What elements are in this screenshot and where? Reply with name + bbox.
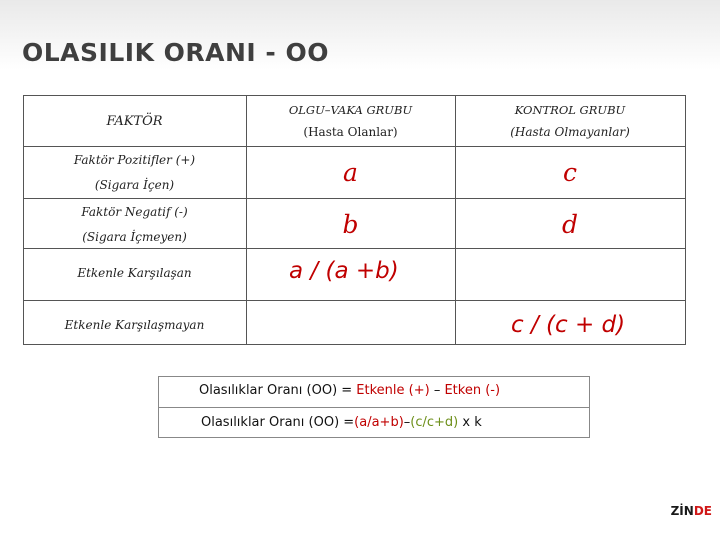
header-control-group-sub: (Hasta Olmayanlar) bbox=[510, 125, 630, 139]
formula-line-2 bbox=[201, 415, 482, 430]
unexposed-odds-value: c / (c + d) bbox=[507, 312, 629, 338]
formula-1-prefix: Olasılıklar Oranı (OO) = bbox=[199, 383, 357, 398]
formula-2-exposed: (a/a+b) bbox=[354, 415, 404, 430]
odds-ratio-table bbox=[23, 95, 686, 345]
row-label-positive: Faktör Pozitifler (+) bbox=[73, 153, 196, 167]
brand-part-2: DE bbox=[693, 504, 712, 518]
header-case-group-sub: (Hasta Olanlar) bbox=[303, 125, 398, 139]
header-case-group: OLGU–VAKA GRUBU bbox=[288, 103, 413, 117]
row-sub-positive: (Sigara İçen) bbox=[94, 178, 175, 192]
row-label-exposed: Etkenle Karşılaşan bbox=[77, 266, 192, 280]
table-divider bbox=[23, 198, 686, 199]
table-border-bottom bbox=[23, 344, 686, 345]
row-label-negative: Faktör Negatif (-) bbox=[81, 205, 188, 219]
table-divider bbox=[23, 146, 686, 147]
table-divider bbox=[23, 248, 686, 249]
cell-c: c bbox=[562, 158, 577, 187]
table-divider bbox=[23, 300, 686, 301]
brand-part-1: ZİN bbox=[670, 504, 694, 518]
formula-2-unexposed: (c/c+d) bbox=[410, 415, 459, 430]
header-control-group: KONTROL GRUBU bbox=[514, 103, 626, 117]
formula-box bbox=[158, 376, 590, 438]
row-sub-negative: (Sigara İçmeyen) bbox=[82, 230, 187, 244]
brand-logo bbox=[671, 504, 712, 518]
page-title: OLASILIK ORANI - OO bbox=[22, 38, 330, 67]
cell-b: b bbox=[342, 210, 359, 239]
table-border-right bbox=[685, 95, 686, 345]
formula-1-separator: – bbox=[429, 383, 445, 398]
formula-2-suffix: x k bbox=[458, 415, 482, 430]
cell-d: d bbox=[561, 210, 578, 239]
cell-a: a bbox=[343, 158, 358, 187]
formula-1-unexposed: Etken (-) bbox=[444, 383, 501, 398]
exposed-odds-value: a / (a +b) bbox=[285, 258, 403, 284]
table-border-left bbox=[23, 95, 24, 345]
formula-divider bbox=[159, 407, 589, 408]
formula-2-prefix: Olasılıklar Oranı (OO) = bbox=[201, 415, 355, 430]
table-border-top bbox=[23, 95, 686, 96]
formula-1-exposed: Etkenle (+) bbox=[356, 383, 430, 398]
row-label-unexposed: Etkenle Karşılaşmayan bbox=[64, 318, 205, 332]
formula-line-1 bbox=[199, 383, 500, 398]
header-factor: FAKTÖR bbox=[106, 114, 163, 129]
formula-2-separator: – bbox=[403, 415, 411, 430]
